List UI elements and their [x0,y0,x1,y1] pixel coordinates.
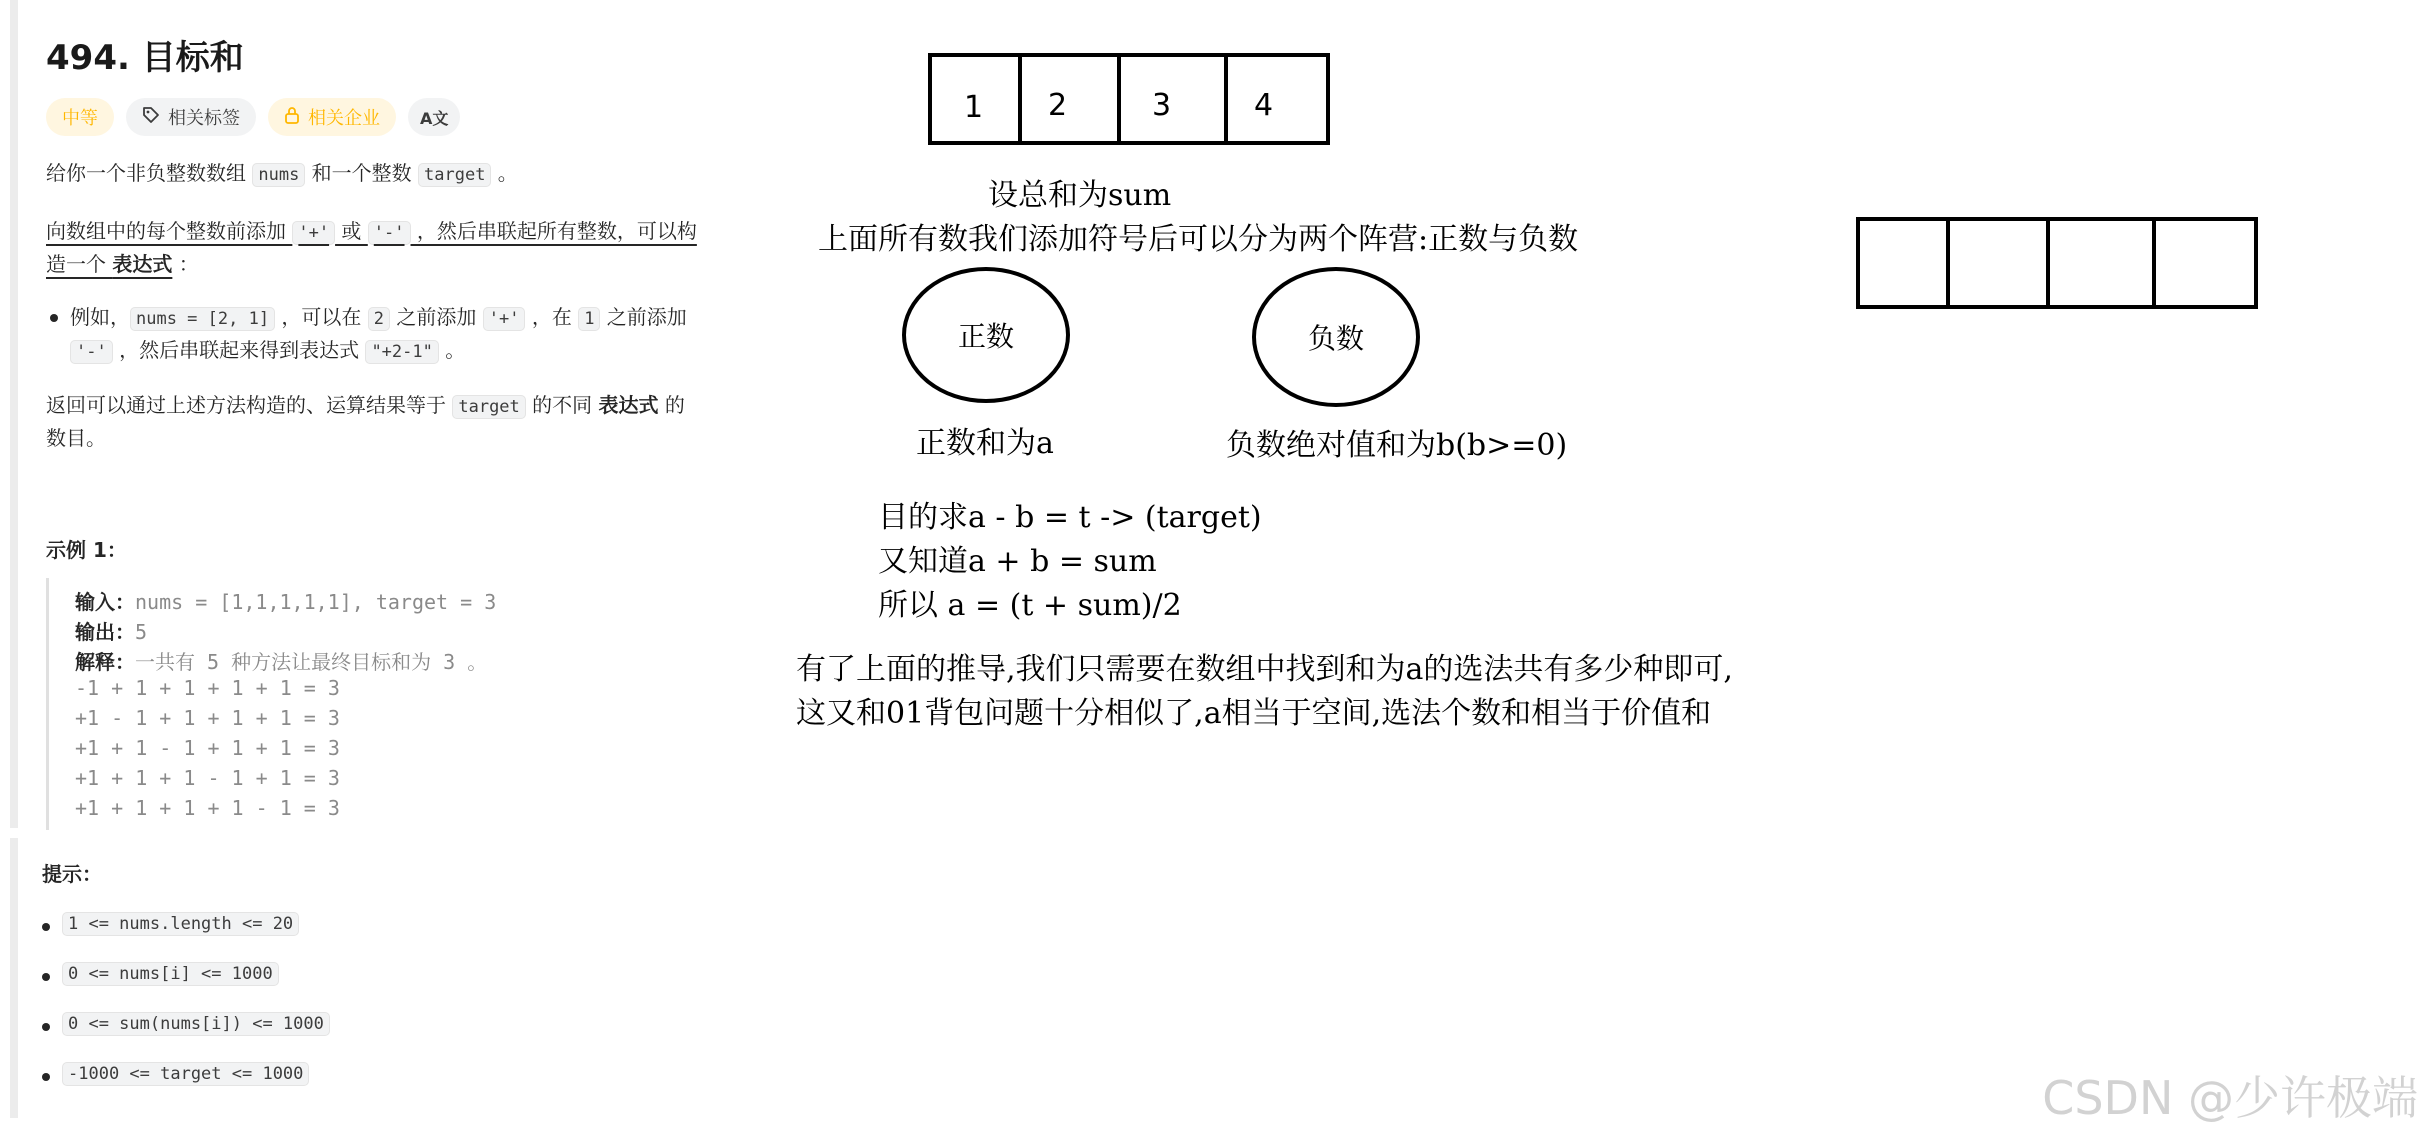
array-divider [2046,217,2050,309]
note-conclusion-2: 这又和01背包问题十分相似了,a相当于空间,选法个数和相当于价值和 [796,696,1712,731]
note-sum: 设总和为sum [988,178,1172,213]
array-divider [2152,217,2156,309]
tag-row [46,98,472,136]
translate-button[interactable] [408,98,460,136]
example-title: 示例 1： [46,538,127,562]
difficulty-label: 中等 [62,108,98,129]
array-cell: 3 [1152,88,1172,123]
difficulty-badge[interactable] [46,98,114,136]
example-line: +1 - 1 + 1 + 1 + 1 = 3 [75,706,340,730]
array-divider [1946,217,1950,309]
note-goal: 目的求a - b = t -> (target) [878,500,1262,535]
expression-term: 表达式 [112,252,173,276]
related-companies-label: 相关企业 [308,108,380,129]
note-positive-sum: 正数和为a [916,426,1054,461]
translate-icon: A文 [420,108,449,128]
note-so: 所以 a = (t + sum)/2 [878,588,1182,623]
example-line: +1 + 1 + 1 - 1 + 1 = 3 [75,766,340,790]
code-nums: nums [252,163,305,187]
bullet-line2: '-' ，然后串联起来得到表达式 "+2-1" 。 [46,335,687,368]
description-2 [46,216,697,280]
description-3-line2: 数目。 [46,426,106,450]
bullet-line1: 例如， nums = [2, 1] ，可以在 2 之前添加 '+' ，在 1 之前添加 [70,305,687,329]
array-cell: 1 [964,90,984,125]
example-line: +1 + 1 - 1 + 1 + 1 = 3 [75,736,340,760]
example-block [46,578,649,830]
note-known: 又知道a + b = sum [878,544,1157,579]
related-companies-button[interactable] [268,98,396,136]
array-divider [1018,53,1022,145]
note-conclusion-1: 有了上面的推导,我们只需要在数组中找到和为a的选法共有多少种即可, [796,652,1733,687]
array-divider [1117,53,1121,145]
related-tags-button[interactable] [126,98,256,136]
example-explanation: 解释：一共有 5 种方法让最终目标和为 3 。 [75,650,488,674]
example-line: -1 + 1 + 1 + 1 + 1 = 3 [75,676,340,700]
negative-ellipse [1252,267,1420,407]
empty-array-box [1856,217,2258,309]
description-3-line1: 返回可以通过上述方法构造的、运算结果等于 target 的不同 表达式 的 [46,393,685,417]
example-bullet [46,302,687,368]
hints-title: 提示： [42,862,102,886]
tag-icon [142,106,168,129]
positive-ellipse [902,267,1070,403]
panel-left-border [10,0,18,828]
example-output: 输出：5 [75,620,148,644]
bullet-dot [50,314,58,322]
description-3 [46,390,685,454]
array-cell: 4 [1254,88,1274,123]
example-line: +1 + 1 + 1 + 1 - 1 = 3 [75,796,340,820]
description-2-line2: 造一个 表达式 ： [46,252,199,276]
related-tags-label: 相关标签 [168,108,240,129]
panel-left-border-lower [10,838,18,1118]
watermark: CSDN @少许极端 [2042,1071,2418,1125]
lock-icon [284,106,308,129]
code-target: target [418,163,491,187]
problem-title: 494. 目标和 [46,38,244,78]
description-2-line1: 向数组中的每个整数前添加 '+' 或 '-' ，然后串联起所有整数，可以构 [46,219,697,243]
negative-label: 负数 [1307,322,1364,355]
positive-label: 正数 [957,320,1014,353]
array-divider [1224,53,1228,145]
array-cell: 2 [1048,88,1068,123]
note-camps: 上面所有数我们添加符号后可以分为两个阵营:正数与负数 [818,222,1579,257]
example-input: 输入：nums = [1,1,1,1,1], target = 3 [75,590,497,614]
note-negative-sum: 负数绝对值和为b(b>=0) [1226,428,1568,463]
description-1: 给你一个非负整数数组 nums 和一个整数 target 。 [46,161,518,185]
